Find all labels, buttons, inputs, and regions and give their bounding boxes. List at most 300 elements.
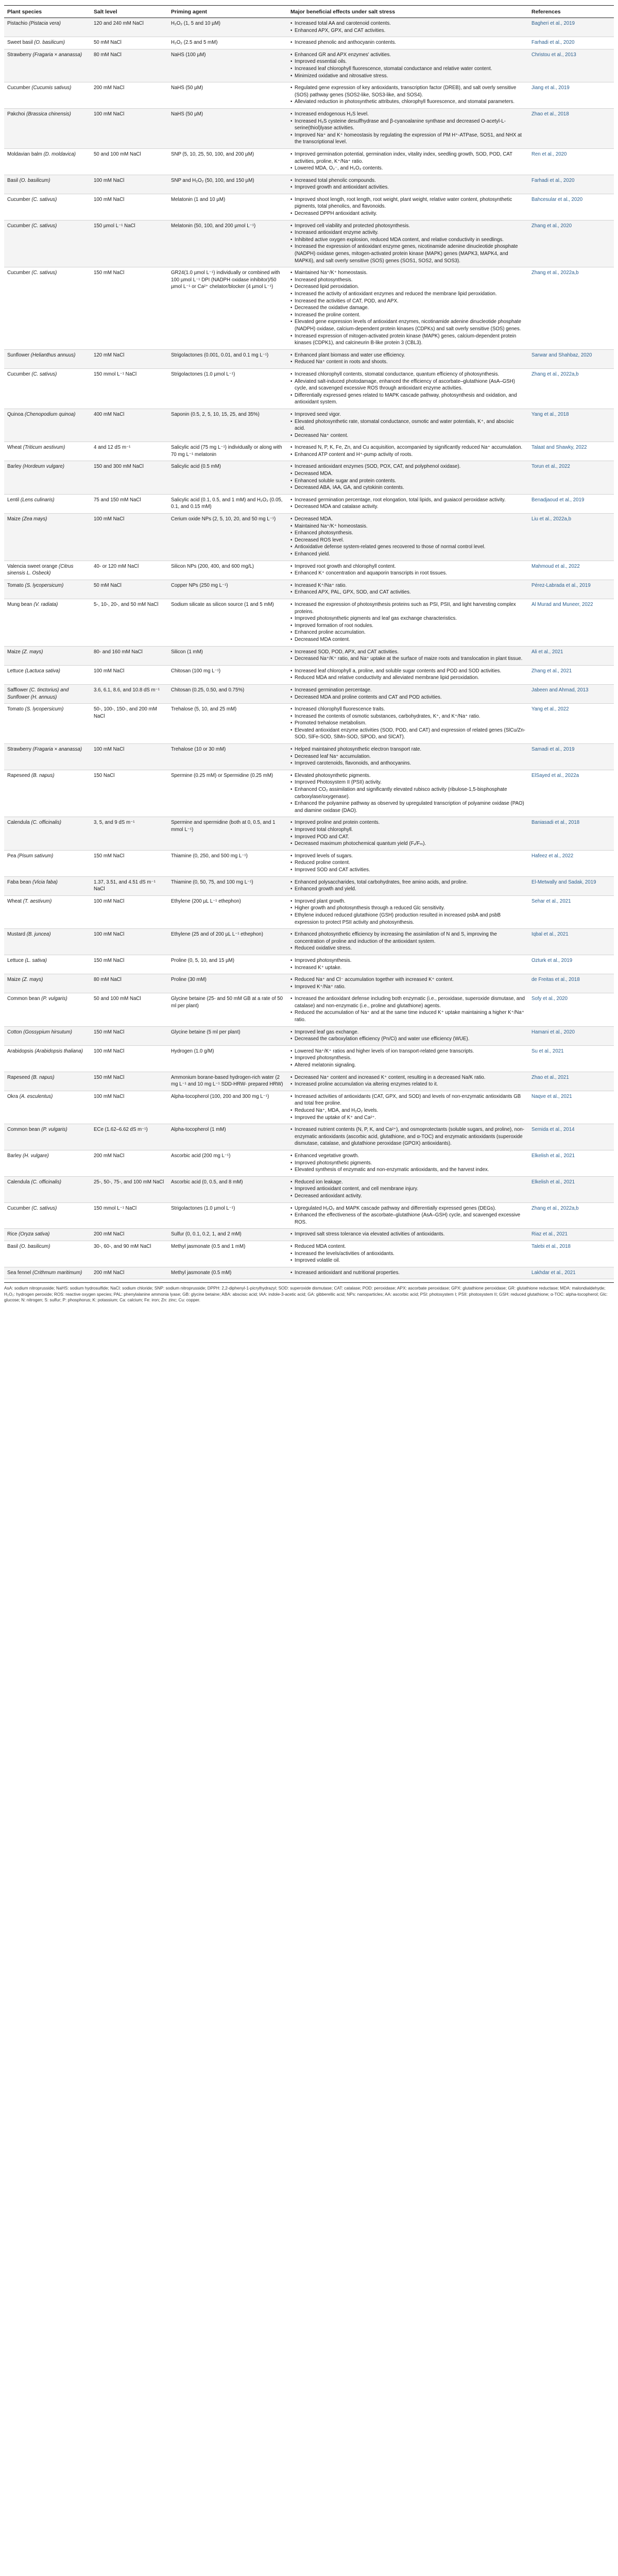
table-row <box>4 194 614 220</box>
species-common-name: Arabidopsis <box>7 1048 33 1054</box>
species-common-name: Pakchoi <box>7 111 25 117</box>
effect-item: • Improved photosynthesis. <box>290 1055 525 1062</box>
effect-item: • Elevated gene expression levels of antioxidant enzymes, nicotinamide adenine dinucleotide phosphate (NADPH) oxidase, calcium-dependent protein kinases (CDPKs) and salt overly sensitive (SOS) genes. <box>290 318 525 332</box>
species-scientific-name: (C. sativus) <box>31 270 57 276</box>
effect-item: • Improved photosynthetic pigments. <box>290 1160 525 1167</box>
species-scientific-name: (S. lycopersicum) <box>25 582 64 588</box>
effect-item: • Increased germination percentage. <box>290 687 525 694</box>
species-common-name: Sea fennel <box>7 1269 31 1276</box>
table-row <box>4 1229 614 1241</box>
plant-species-cell <box>4 580 91 599</box>
effect-item: • Increased leaf chlorophyll a, proline, and soluble sugar contents and POD and SOD activities. <box>290 668 525 675</box>
priming-agent-cell: Spermine and spermidine (both at 0, 0.5, and 1 mmol L⁻¹) <box>168 817 287 850</box>
table-row <box>4 1202 614 1229</box>
reference-cell: Elkelish et al., 2021 <box>528 1150 614 1176</box>
priming-agent-cell: Saponin (0.5, 2, 5, 10, 15, 25, and 35%) <box>168 409 287 442</box>
plant-species-cell <box>4 817 91 850</box>
table-row <box>4 850 614 876</box>
plant-species-cell <box>4 368 91 409</box>
header-references: References <box>528 6 614 18</box>
species-scientific-name: (Zea mays) <box>22 516 47 522</box>
priming-agent-cell: Melatonin (1 and 10 µM) <box>168 194 287 220</box>
species-common-name: Cucumber <box>7 270 30 276</box>
species-scientific-name: (C. sativus) <box>31 223 57 229</box>
effect-item: • Improved proline and protein contents. <box>290 819 525 826</box>
effect-item: • Improved essential oils. <box>290 58 525 65</box>
salt-level-cell: 50 and 100 mM NaCl <box>91 993 168 1026</box>
reference-cell: Riaz et al., 2021 <box>528 1229 614 1241</box>
effect-item: • Enhanced CO₂ assimilation and significantly elevated rubisco activity (ribulose-1,5-bisphosphate carboxylase/oxygenase). <box>290 786 525 800</box>
priming-agent-cell: Ethylene (25 and of 200 µL L⁻¹ ethephon) <box>168 929 287 955</box>
salt-level-cell: 100 mM NaCl <box>91 665 168 684</box>
species-scientific-name: (C. sativus) <box>31 371 57 377</box>
plant-species-cell <box>4 1202 91 1229</box>
effect-item: • Elevated antioxidant enzyme activities (SOD, POD, and CAT) and expression of related genes (SlCu/Zn-SOD, SlFe-SOD, SlMn-SOD, SlPOD, and SlCAT). <box>290 727 525 741</box>
reference-cell: Semida et al., 2014 <box>528 1124 614 1150</box>
effect-item: • Enhanced proline accumulation. <box>290 629 525 636</box>
reference-cell: Talaat and Shawky, 2022 <box>528 442 614 461</box>
species-common-name: Lettuce <box>7 957 24 963</box>
effect-item: • Decreased lipid peroxidation. <box>290 283 525 291</box>
plant-species-cell <box>4 895 91 928</box>
salt-level-cell: 100 mM NaCl <box>91 175 168 194</box>
reference-cell: Su et al., 2021 <box>528 1045 614 1072</box>
beneficial-effects-cell <box>287 770 528 817</box>
salt-level-cell: 200 mM NaCl <box>91 1267 168 1279</box>
salt-level-cell: 100 mM NaCl <box>91 1091 168 1124</box>
beneficial-effects-cell <box>287 49 528 82</box>
species-scientific-name: (B. juncea) <box>26 931 51 938</box>
effect-item: • Antioxidative defense system-related genes recovered to those of normal control level. <box>290 544 525 551</box>
effect-item: • Decreased the oxidative damage. <box>290 304 525 312</box>
priming-agent-cell: Ascorbic acid (0, 0.5, and 8 mM) <box>168 1176 287 1202</box>
effect-item: • Improved photosynthetic pigments and leaf gas exchange characteristics. <box>290 615 525 622</box>
species-common-name: Cucumber <box>7 371 30 377</box>
reference-cell: de Freitas et al., 2018 <box>528 974 614 993</box>
plant-species-cell <box>4 1241 91 1267</box>
reference-cell: Yang et al., 2018 <box>528 409 614 442</box>
effect-item: • Improved carotenoids, flavonoids, and anthocyanins. <box>290 760 525 767</box>
plant-species-cell <box>4 1026 91 1045</box>
table-row <box>4 267 614 350</box>
effect-item: • Increased the expression of photosynthesis proteins such as PSI, PSII, and light harvesting complex proteins. <box>290 601 525 615</box>
reference-cell: Baniasadi et al., 2018 <box>528 817 614 850</box>
priming-agent-cell: Glycine betaine (25- and 50 mM GB at a rate of 50 ml per plant) <box>168 993 287 1026</box>
species-common-name: Barley <box>7 464 22 470</box>
reference-cell: Jabeen and Ahmad, 2013 <box>528 684 614 703</box>
species-common-name: Faba bean <box>7 879 31 885</box>
plant-species-cell <box>4 850 91 876</box>
table-row <box>4 1045 614 1072</box>
plant-species-cell <box>4 148 91 175</box>
reference-cell: Zhang et al., 2022a,b <box>528 1202 614 1229</box>
plant-species-cell <box>4 82 91 109</box>
table-row <box>4 18 614 37</box>
table-row <box>4 1241 614 1267</box>
beneficial-effects-cell <box>287 665 528 684</box>
salt-level-cell: 150 mmol L⁻¹ NaCl <box>91 368 168 409</box>
priming-agent-cell: Copper NPs (250 mg L⁻¹) <box>168 580 287 599</box>
species-scientific-name: (Pistacia vera) <box>29 21 61 26</box>
salt-level-cell: 100 mM NaCl <box>91 514 168 561</box>
salt-level-cell: 400 mM NaCl <box>91 409 168 442</box>
species-common-name: Rapeseed <box>7 772 30 778</box>
effect-item: • Enhanced photosynthetic efficiency by increasing the assimilation of N and S, improving the concentration of proline and induction of the antioxidant system. <box>290 931 525 945</box>
plant-species-cell <box>4 1045 91 1072</box>
table-row <box>4 599 614 646</box>
plant-species-cell <box>4 599 91 646</box>
species-scientific-name: (P. vulgaris) <box>41 1127 67 1133</box>
effect-item: • Enhanced APX, PAL, GPX, SOD, and CAT activities. <box>290 589 525 596</box>
effect-item: • Decreased MDA. <box>290 470 525 478</box>
species-scientific-name: (Citrus sinensis L. Osbeck) <box>7 563 74 577</box>
plant-species-cell <box>4 175 91 194</box>
header-plant-species: Plant species <box>4 6 91 18</box>
species-common-name: Okra <box>7 1093 18 1099</box>
priming-agent-cell: Silicon (1 mM) <box>168 646 287 665</box>
priming-agent-cell: Silicon NPs (200, 400, and 600 mg/L) <box>168 561 287 580</box>
species-common-name: Basil <box>7 177 18 183</box>
plant-species-cell <box>4 461 91 494</box>
beneficial-effects-cell <box>287 494 528 513</box>
effect-item: • Increased K⁺ uptake. <box>290 964 525 972</box>
priming-agent-cell: GR24(1.0 µmol L⁻¹) individually or combined with 100 µmol L⁻¹ DPI (NADPH oxidase inhibitor)/50 µmol L⁻¹ or Ca²⁺ chelator/blocker (4 µmol L⁻¹) <box>168 267 287 350</box>
table-row <box>4 580 614 599</box>
beneficial-effects-cell <box>287 929 528 955</box>
effect-item: • Enhanced growth and yield. <box>290 886 525 893</box>
effect-item: • Regulated gene expression of key antioxidants, transcription factor (DREB), and salt overly sensitive (SOS) pathway genes (SOS2-like, SOS3-like, and SOS4). <box>290 84 525 98</box>
species-common-name: Strawberry <box>7 52 31 58</box>
effect-item: • Increased photosynthesis. <box>290 277 525 284</box>
salt-level-cell: 50-, 100-, 150-, and 200 mM NaCl <box>91 704 168 744</box>
effect-item: • Decreased MDA and catalase activity. <box>290 503 525 511</box>
priming-agent-cell: NaHS (100 µM) <box>168 49 287 82</box>
effect-item: • Enhanced vegetative growth. <box>290 1153 525 1160</box>
salt-level-cell: 5-, 10-, 20-, and 50 mM NaCl <box>91 599 168 646</box>
beneficial-effects-cell <box>287 646 528 665</box>
plant-species-cell <box>4 993 91 1026</box>
effect-item: • Improved shoot length, root length, root weight, plant weight, relative water content, photosynthetic pigments, total phenolics, and flavonoids. <box>290 196 525 210</box>
effect-item: • Reduced Na⁺ content in roots and shoots. <box>290 359 525 366</box>
effect-item: • Lowered MDA, O₂⁻, and H₂O₂ contents. <box>290 165 525 172</box>
priming-agent-cell: Proline (30 mM) <box>168 974 287 993</box>
table-row <box>4 993 614 1026</box>
salt-level-cell: 150 mmol L⁻¹ NaCl <box>91 1202 168 1229</box>
effect-item: • Improved POD and CAT. <box>290 834 525 841</box>
effect-item: • Higher growth and photosynthesis through a reduced Glc sensitivity. <box>290 905 525 912</box>
effect-item: • Increased the antioxidant defense including both enzymatic (i.e., peroxidase, superoxide dismutase, and catalase) and non-enzymatic (i.e., proline and glutathione) agents. <box>290 995 525 1009</box>
plant-species-cell <box>4 929 91 955</box>
effect-item: • Decreased maximum photochemical quantum yield (Fᵥ/Fₘ). <box>290 840 525 848</box>
species-common-name: Lentil <box>7 497 20 503</box>
effect-item: • Improved cell viability and protected photosynthesis. <box>290 223 525 230</box>
species-common-name: Cucumber <box>7 1205 30 1211</box>
effect-item: • Altered melatonin signaling. <box>290 1062 525 1069</box>
priming-agent-cell: Chitosan (100 mg L⁻¹) <box>168 665 287 684</box>
beneficial-effects-cell <box>287 175 528 194</box>
effect-item: • Ethylene induced reduced glutathione (GSH) production resulted in increased psbA and psbB expression to protect PSII activity and photosynthesis. <box>290 912 525 926</box>
reference-cell: Sarwar and Shahbaz, 2020 <box>528 349 614 368</box>
reference-cell: Talebi et al., 2018 <box>528 1241 614 1267</box>
priming-agent-cell: Trehalose (5, 10, and 25 mM) <box>168 704 287 744</box>
effect-item: • Decreased MDA. <box>290 516 525 523</box>
table-header <box>4 6 614 18</box>
salt-level-cell: 80 mM NaCl <box>91 974 168 993</box>
reference-cell: Zhang et al., 2022a,b <box>528 267 614 350</box>
reference-cell: Elkelish et al., 2021 <box>528 1176 614 1202</box>
effect-item: • Decreased antioxidant activity. <box>290 1193 525 1200</box>
beneficial-effects-cell <box>287 1176 528 1202</box>
effect-item: • Differentially expressed genes related to MAPK cascade pathway, photosynthesis and oxidation, and antioxidant system. <box>290 392 525 406</box>
table-body <box>4 18 614 1279</box>
effect-item: • Enhanced ATP content and H⁺-pump activity of roots. <box>290 451 525 459</box>
priming-agent-cell: Strigolactones (1.0 µmol L⁻¹) <box>168 1202 287 1229</box>
effect-item: • Improved seed vigor. <box>290 411 525 418</box>
species-scientific-name: (Z. mays) <box>22 977 43 983</box>
species-common-name: Pistachio <box>7 21 28 26</box>
effect-item: • Enhanced soluble sugar and protein contents. <box>290 478 525 485</box>
table-row <box>4 646 614 665</box>
effect-item: • Increased total phenolic compounds. <box>290 177 525 184</box>
priming-agent-cell: Ethylene (200 µL L⁻¹ ethephon) <box>168 895 287 928</box>
table-row <box>4 494 614 513</box>
table-row <box>4 108 614 148</box>
plant-species-cell <box>4 1229 91 1241</box>
salt-level-cell: 3, 5, and 9 dS m⁻¹ <box>91 817 168 850</box>
plant-species-cell <box>4 494 91 513</box>
salt-level-cell: 50 and 100 mM NaCl <box>91 148 168 175</box>
priming-agent-cell: Strigolactones (1.0 µmol L⁻¹) <box>168 368 287 409</box>
species-common-name: Mung bean <box>7 601 32 607</box>
species-common-name: Sunflower <box>7 352 30 358</box>
header-priming-agent: Priming agent <box>168 6 287 18</box>
priming-agent-cell: Salicylic acid (75 mg L⁻¹) individually or along with 70 mg L⁻¹ melatonin <box>168 442 287 461</box>
beneficial-effects-cell <box>287 1091 528 1124</box>
reference-cell: Hamani et al., 2020 <box>528 1026 614 1045</box>
table-row <box>4 704 614 744</box>
species-common-name: Cucumber <box>7 85 30 91</box>
salt-level-cell: 1.37, 3.51, and 4.51 dS m⁻¹ NaCl <box>91 876 168 895</box>
priming-agent-cell: Proline (0, 5, 10, and 15 µM) <box>168 955 287 974</box>
species-common-name: Mustard <box>7 931 25 938</box>
reference-cell: Benadjaoud et al., 2019 <box>528 494 614 513</box>
plant-species-cell <box>4 514 91 561</box>
effect-item: • Elevated photosynthetic pigments. <box>290 772 525 779</box>
table-row <box>4 1124 614 1150</box>
salt-level-cell: 150 and 300 mM NaCl <box>91 461 168 494</box>
salt-level-cell: 25-, 50-, 75-, and 100 mM NaCl <box>91 1176 168 1202</box>
beneficial-effects-cell <box>287 817 528 850</box>
effect-item: • Increased H₂S cysteine desulfhydrase and β-cyanoalanine synthase and decreased O-acetyl-L-serine(thiol)lyase activities. <box>290 118 525 132</box>
table-row <box>4 37 614 49</box>
table-row <box>4 929 614 955</box>
species-common-name: Tomato <box>7 706 24 713</box>
table-row <box>4 817 614 850</box>
beneficial-effects-cell <box>287 108 528 148</box>
species-scientific-name: (C. officinalis) <box>31 820 62 826</box>
effect-item: • Increased proline accumulation via altering enzymes related to it. <box>290 1081 525 1088</box>
effect-item: • Improved Na⁺ and K⁺ homeostasis by regulating the expression of PM H⁺-ATPase, SOS1, and NHX at the transcriptional level. <box>290 132 525 146</box>
plant-species-cell <box>4 37 91 49</box>
effect-item: • Reduced proline content. <box>290 859 525 867</box>
reference-cell: Farhadi et al., 2020 <box>528 37 614 49</box>
species-common-name: Rapeseed <box>7 1074 30 1080</box>
effect-item: • Improved total chlorophyll. <box>290 826 525 834</box>
beneficial-effects-cell <box>287 267 528 350</box>
species-scientific-name: (Gossypium hirsutum) <box>23 1029 72 1035</box>
beneficial-effects-cell <box>287 895 528 928</box>
reference-cell: Ren et al., 2020 <box>528 148 614 175</box>
effect-item: • Decreased the carboxylation efficiency (Pn/Ci) and water use efficiency (WUE). <box>290 1036 525 1043</box>
effect-item: • Increased the activities of CAT, POD, and APX. <box>290 298 525 305</box>
species-scientific-name: (Triticum aestivum) <box>23 445 65 451</box>
effect-item: • Increased SOD, POD, APX, and CAT activities. <box>290 649 525 656</box>
salt-level-cell: 50 mM NaCl <box>91 580 168 599</box>
species-scientific-name: (Pisum sativum) <box>17 853 54 859</box>
effect-item: • Decreased ROS level. <box>290 537 525 544</box>
species-scientific-name: (A. esculentus) <box>19 1093 53 1099</box>
reference-cell: Farhadi et al., 2020 <box>528 175 614 194</box>
table-row <box>4 1091 614 1124</box>
effect-item: • Decreased Na⁺/K⁺ ratio, and Na⁺ uptake at the surface of maize roots and translocation in plant tissue. <box>290 655 525 663</box>
reference-cell: Sehar et al., 2021 <box>528 895 614 928</box>
effect-item: • Reduced Na⁺ and Cl⁻ accumulation together with increased K⁺ content. <box>290 976 525 984</box>
beneficial-effects-cell <box>287 194 528 220</box>
reference-cell: Bagheri et al., 2019 <box>528 18 614 37</box>
plant-species-cell <box>4 1150 91 1176</box>
reference-cell: Yang et al., 2022 <box>528 704 614 744</box>
table-row <box>4 744 614 770</box>
plant-species-cell <box>4 876 91 895</box>
plant-species-cell <box>4 349 91 368</box>
priming-agent-cell: Cerium oxide NPs (2, 5, 10, 20, and 50 mg L⁻¹) <box>168 514 287 561</box>
species-common-name: Strawberry <box>7 747 31 753</box>
species-scientific-name: (Fragaria × ananassa) <box>32 747 82 753</box>
reference-cell: Mahmoud et al., 2022 <box>528 561 614 580</box>
beneficial-effects-cell <box>287 1124 528 1150</box>
salt-level-cell: 120 mM NaCl <box>91 349 168 368</box>
species-common-name: Calendula <box>7 820 30 826</box>
salt-level-cell: 200 mM NaCl <box>91 1229 168 1241</box>
salt-level-cell: 100 mM NaCl <box>91 744 168 770</box>
reference-cell: Christou et al., 2013 <box>528 49 614 82</box>
species-scientific-name: (V. radiata) <box>33 601 58 607</box>
priming-agent-cell: Thiamine (0, 250, and 500 mg L⁻¹) <box>168 850 287 876</box>
priming-agent-cell: Alpha-tocopherol (100, 200 and 300 mg L⁻¹) <box>168 1091 287 1124</box>
reference-cell: Jiang et al., 2019 <box>528 82 614 109</box>
effect-item: • Improved root growth and chlorophyll content. <box>290 563 525 570</box>
species-common-name: Wheat <box>7 898 22 904</box>
effect-item: • Lowered Na⁺/K⁺ ratios and higher levels of ion transport-related gene transcripts. <box>290 1048 525 1055</box>
effect-item: • Decreased DPPH antioxidant activity. <box>290 210 525 217</box>
plant-species-cell <box>4 704 91 744</box>
effect-item: • Increased N, P, K, Fe, Zn, and Cu acquisition, accompanied by significantly reduced Na⁺ accumulation. <box>290 444 525 451</box>
salt-level-cell: 150 mM NaCl <box>91 955 168 974</box>
effect-item: • Improved the uptake of K⁺ and Ca²⁺. <box>290 1114 525 1122</box>
effect-item: • Increased the expression of antioxidant enzyme genes, nicotinamide adenine dinucleotide phosphate (NADPH) oxidase genes, mitogen-activated protein kinase (MAPK) genes (MAPK3, MAPK4, and MAPK6), and salt overly sensitive (SOS) genes (SOS1, SOS2, and SOS3). <box>290 243 525 264</box>
species-scientific-name: (H. vulgare) <box>23 1153 49 1159</box>
beneficial-effects-cell <box>287 974 528 993</box>
species-common-name: Wheat <box>7 445 22 451</box>
species-scientific-name: (Oryza sativa) <box>19 1231 50 1238</box>
salt-level-cell: 150 mM NaCl <box>91 850 168 876</box>
beneficial-effects-cell <box>287 1229 528 1241</box>
effect-item: • Reduced Na⁺, MDA, and H₂O₂ levels. <box>290 1107 525 1114</box>
priming-agents-table <box>4 5 614 1279</box>
effect-item: • Increased endogenous H₂S level. <box>290 111 525 118</box>
effect-item: • Improved growth and antioxidant activities. <box>290 184 525 191</box>
reference-cell: Zhang et al., 2022a,b <box>528 368 614 409</box>
effect-item: • Decreased ABA, IAA, GA, and cytokinin contents. <box>290 484 525 492</box>
reference-cell: Lakhdar et al., 2021 <box>528 1267 614 1279</box>
species-common-name: Pea <box>7 853 16 859</box>
table-row <box>4 49 614 82</box>
plant-species-cell <box>4 18 91 37</box>
species-scientific-name: (Arabidopsis thaliana) <box>35 1048 83 1054</box>
effect-item: • Enhanced photosynthesis. <box>290 530 525 537</box>
priming-agent-cell: Salicylic acid (0.5 mM) <box>168 461 287 494</box>
species-scientific-name: (Helianthus annuus) <box>30 352 76 358</box>
effect-item: • Elevated synthesis of enzymatic and non-enzymatic antioxidants, and the harvest index. <box>290 1166 525 1174</box>
effect-item: • Enhanced K⁺ concentration and aquaporin transcripts in root tissues. <box>290 570 525 577</box>
species-scientific-name: (B. napus) <box>31 1074 55 1080</box>
priming-agent-cell: H₂O₂ (2.5 and 5 mM) <box>168 37 287 49</box>
salt-level-cell: 100 mM NaCl <box>91 194 168 220</box>
table-row <box>4 665 614 684</box>
effect-item: • Enhanced the polyamine pathway as observed by upregulated transcription of polyamine oxidase (PAO) and diamine oxidase (DAO). <box>290 800 525 814</box>
table-row <box>4 148 614 175</box>
beneficial-effects-cell <box>287 955 528 974</box>
effect-item: • Reduced oxidative stress. <box>290 945 525 952</box>
effect-item: • Enhanced polysaccharides, total carbohydrates, free amino acids, and proline. <box>290 879 525 886</box>
beneficial-effects-cell <box>287 1202 528 1229</box>
species-scientific-name: (Chenopodium quinoa) <box>24 411 76 417</box>
effect-item: • Improved volatile oil. <box>290 1257 525 1264</box>
table-row <box>4 974 614 993</box>
beneficial-effects-cell <box>287 1026 528 1045</box>
priming-agent-cell: Sodium silicate as silicon source (1 and 5 mM) <box>168 599 287 646</box>
species-common-name: Calendula <box>7 1179 30 1185</box>
salt-level-cell: 40- or 120 mM NaCl <box>91 561 168 580</box>
effect-item: • Decreased Na⁺ content and increased K⁺ content, resulting in a decreased Na/K ratio. <box>290 1074 525 1081</box>
beneficial-effects-cell <box>287 82 528 109</box>
species-scientific-name: (C. sativus) <box>31 1205 57 1211</box>
plant-species-cell <box>4 409 91 442</box>
table-row <box>4 770 614 817</box>
species-common-name: Cucumber <box>7 196 30 202</box>
plant-species-cell <box>4 770 91 817</box>
effect-item: • Maintained Na⁺/K⁺ homeostasis. <box>290 523 525 530</box>
table-row <box>4 876 614 895</box>
effect-item: • Inhibited active oxygen explosion, reduced MDA content, and relative conductivity in seedlings. <box>290 236 525 244</box>
reference-cell: Zhao et al., 2018 <box>528 108 614 148</box>
beneficial-effects-cell <box>287 704 528 744</box>
species-scientific-name: (T. aestivum) <box>23 898 52 904</box>
effect-item: • Maintained Na⁺/K⁺ homeostasis. <box>290 269 525 277</box>
effect-item: • Increased leaf chlorophyll fluorescence, stomatal conductance and relative water content. <box>290 65 525 73</box>
effect-item: • Alleviated salt-induced photodamage, enhanced the efficiency of ascorbate–glutathione (AsA–GSH) cycle, and scavenged excessive ROS through antioxidant enzyme activities. <box>290 378 525 392</box>
effect-item: • Improved plant growth. <box>290 898 525 905</box>
reference-cell: Al Murad and Muneer, 2022 <box>528 599 614 646</box>
reference-cell: Zhang et al., 2021 <box>528 665 614 684</box>
reference-cell: Zhao et al., 2021 <box>528 1072 614 1091</box>
beneficial-effects-cell <box>287 461 528 494</box>
plant-species-cell <box>4 744 91 770</box>
reference-cell: Samadi et al., 2019 <box>528 744 614 770</box>
priming-agent-cell: Strigolactones (0.001, 0.01, and 0.1 mg L⁻¹) <box>168 349 287 368</box>
effect-item: • Increased phenolic and anthocyanin contents. <box>290 39 525 46</box>
priming-agent-cell: Methyl jasmonate (0.5 mM) <box>168 1267 287 1279</box>
